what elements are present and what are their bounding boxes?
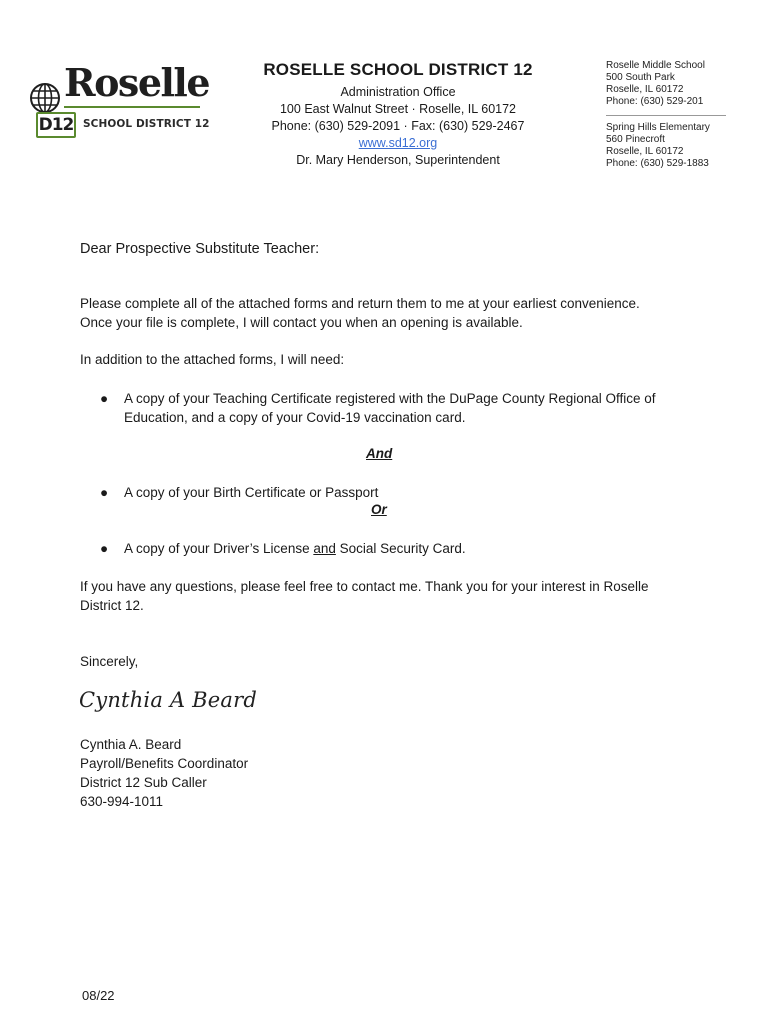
signature-block: [80, 735, 248, 811]
paragraph-line: Once your file is complete, I will contact you when an opening is available.: [80, 315, 523, 330]
paragraph-line: If you have any questions, please feel free to contact me. Thank you for your interest in Roselle: [80, 579, 649, 594]
bullet-icon: ●: [100, 485, 109, 500]
school-name: Roselle Middle School: [606, 60, 705, 71]
sender-title: Payroll/Benefits Coordinator: [80, 756, 249, 771]
list-item: [100, 539, 690, 558]
emphasis-and: and: [313, 541, 336, 556]
school-city: Roselle, IL 60172: [606, 84, 684, 95]
sender-phone: 630-994-1011: [80, 794, 164, 809]
list-item-line: Education, and a copy of your Covid-19 vaccination card.: [124, 410, 466, 425]
superintendent: Dr. Mary Henderson, Superintendent: [296, 153, 500, 167]
letterhead-center: [240, 60, 556, 169]
paragraph-intro: [80, 294, 700, 332]
logo-subtitle: SCHOOL DISTRICT 12: [83, 118, 210, 130]
paragraph-closing: [80, 577, 700, 615]
school-city: Roselle, IL 60172: [606, 146, 684, 157]
list-item-text-part: Social Security Card.: [335, 541, 466, 556]
logo-wordmark: Roselle: [64, 60, 210, 105]
handwritten-signature: Cynthia A Beard: [79, 688, 258, 712]
school-addresses: [606, 60, 730, 170]
greeting: Dear Prospective Substitute Teacher:: [80, 241, 320, 257]
list-item: [100, 483, 690, 502]
district-title: ROSELLE SCHOOL DISTRICT 12: [263, 60, 533, 79]
list-item-text-part: A copy of your Driver’s License: [124, 541, 314, 556]
list-item-line: A copy of your Teaching Certificate registered with the DuPage County Regional Office of: [124, 391, 656, 406]
logo-badge: D12: [36, 112, 76, 138]
form-revision-code: 08/22: [82, 988, 115, 1003]
district-logo: [28, 60, 210, 148]
bullet-icon: ●: [100, 541, 109, 556]
school-street: 500 South Park: [606, 72, 675, 83]
logo-accent-line: [64, 106, 200, 108]
list-item: [100, 389, 690, 427]
paragraph-requirements: In addition to the attached forms, I will need:: [80, 352, 345, 367]
sender-name: Cynthia A. Beard: [80, 737, 182, 752]
list-item-text: [124, 539, 466, 558]
website-link[interactable]: www.sd12.org: [358, 136, 438, 150]
conjunction-or: Or: [371, 502, 387, 517]
bullet-icon: ●: [100, 391, 109, 406]
office-phone-fax: Phone: (630) 529-2091 · Fax: (630) 529-2467: [271, 119, 525, 133]
closing: Sincerely,: [80, 654, 139, 669]
paragraph-line: District 12.: [80, 598, 144, 613]
sender-role: District 12 Sub Caller: [80, 775, 207, 790]
office-address: 100 East Walnut Street · Roselle, IL 60172: [279, 102, 516, 116]
paragraph-line: Please complete all of the attached forms and return them to me at your earliest convenience.: [80, 296, 640, 311]
conjunction-and: And: [366, 446, 393, 461]
school-name: Spring Hills Elementary: [606, 122, 710, 133]
school-street: 560 Pinecroft: [606, 134, 665, 145]
office-name: Administration Office: [340, 85, 456, 99]
divider: [606, 115, 726, 116]
school-phone: Phone: (630) 529-1883: [606, 158, 709, 169]
school-phone: Phone: (630) 529-201: [606, 96, 704, 107]
list-item-text: A copy of your Birth Certificate or Passport: [124, 485, 379, 500]
